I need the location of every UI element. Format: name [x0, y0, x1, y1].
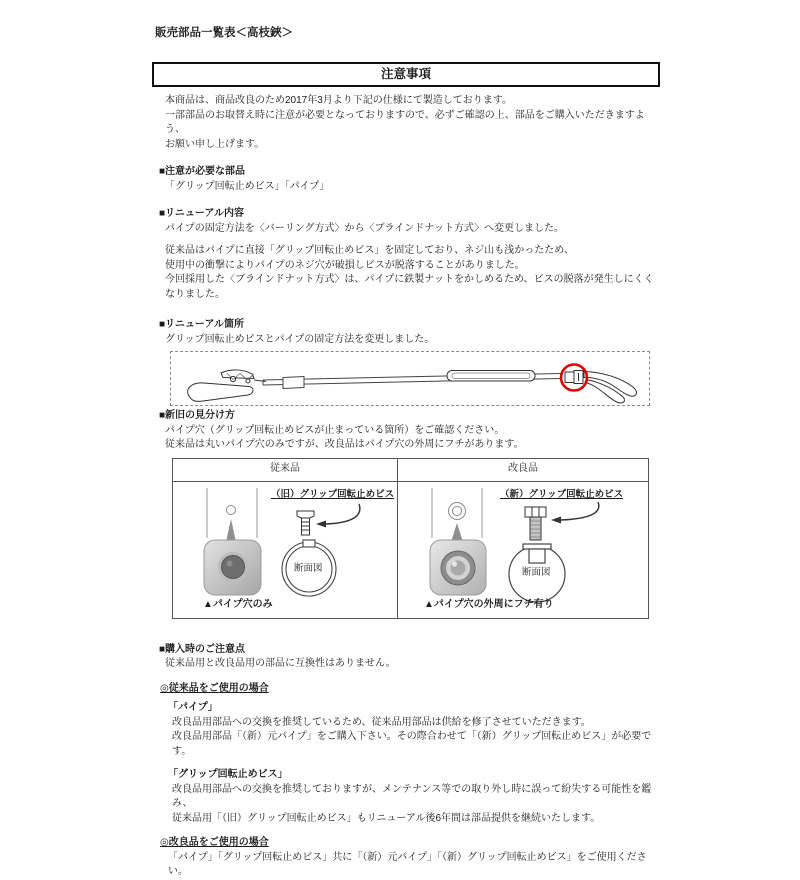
- case-new-heading: ◎改良品をご使用の場合: [160, 837, 269, 848]
- cutting-head: [188, 370, 266, 401]
- page-title: 販売部品一覧表＜高枝鋏＞: [155, 27, 293, 39]
- case-old-heading: ◎従来品をご使用の場合: [160, 682, 269, 694]
- shears-diagram: [171, 352, 649, 405]
- document-page: [152, 26, 660, 880]
- case-old-screw-name: 「グリップ回転止めビス」: [168, 769, 288, 780]
- new-pipe-hole-photo: [430, 540, 486, 595]
- case-old-pipe-line: 改良品用部品への交換を推奨しているため、従来品用部品は供給を修了させていただきます。: [172, 716, 591, 728]
- renewal-summary: パイプの固定方法を〈バーリング方式〉から〈ブラインドナット方式〉へ変更しました。: [165, 222, 564, 234]
- identify-line: 従来品は丸いパイプ穴のみですが、改良品はパイプ穴の外周にフチがあります。: [165, 439, 524, 450]
- section-heading-purchase: ■購入時のご注意点: [159, 643, 246, 655]
- conventional-product-cell: [173, 481, 398, 618]
- old-cross-section-label: 断面図: [294, 562, 323, 574]
- caution-parts-body: 「グリップ回転止めビス」「パイプ」: [165, 180, 330, 192]
- notice-header-box: [152, 62, 660, 88]
- purchase-body: 従来品用と改良品用の部品に互換性はありません。: [165, 658, 396, 669]
- section-heading-renewal: ■リニューアル内容: [159, 208, 244, 219]
- case-old-screw-line: 従来品用「（旧）グリップ回転止めビス」もリニューアル後6年間は部品提供を継続いたします。: [172, 812, 601, 824]
- new-pipe-sketch: [432, 488, 482, 542]
- comparison-table: [172, 458, 649, 619]
- old-screw-label: （旧）グリップ回転止めビス: [271, 488, 395, 500]
- notice-header-label: 注意事項: [380, 66, 431, 81]
- old-screw-drawing: [297, 511, 314, 535]
- old-pipe-sketch: [207, 488, 257, 542]
- column-header-improved: 改良品: [398, 458, 649, 481]
- old-pipe-hole-photo: [204, 540, 261, 595]
- column-header-conventional: 従来品: [173, 458, 398, 481]
- case-old-screw-line: 改良品用部品への交換を推奨しておりますが、メンテナンス等での取り外し時に誤って紛失する可能性を鑑み、: [172, 783, 652, 809]
- comparison-table-body-row: [173, 481, 649, 618]
- section-heading-caution-parts: ■注意が必要な部品: [159, 166, 246, 177]
- new-cross-section-label: 断面図: [522, 566, 551, 578]
- case-old-pipe-line: 改良品用部品「（新）元パイプ」をご購入下さい。その際合わせて「（新）グリップ回転止めビス」が必要です。: [172, 731, 652, 757]
- new-caption: ▲パイプ穴の外周にフチ有り: [424, 598, 554, 610]
- renewal-location-body: グリップ回転止めビスとパイプの固定方法を変更しました。: [165, 333, 435, 345]
- section-heading-renewal-location: ■リニューアル箇所: [159, 319, 244, 330]
- new-screw-label: （新）グリップ回転止めビス: [500, 488, 624, 500]
- old-caption: ▲パイプ穴のみ: [203, 598, 273, 610]
- new-screw-drawing: [525, 507, 546, 540]
- identify-line: パイプ穴（グリップ回転止めビスが止まっている箇所）をご確認ください。: [165, 424, 505, 436]
- case-new-body: 「パイプ」「グリップ回転止めビス」共に「（新）元パイプ」「（新）グリップ回転止めビス」をご使用ください。: [168, 851, 647, 877]
- intro-paragraph: [165, 94, 660, 152]
- foam-grip: [447, 371, 535, 382]
- old-label-arrow: [316, 504, 360, 528]
- section-heading-identify: ■新旧の見分け方: [159, 410, 236, 421]
- intro-line: 本商品は、商品改良のため2017年3月より下記の仕様にて製造しております。: [165, 95, 513, 106]
- case-old-pipe-name: 「パイプ」: [168, 702, 218, 713]
- intro-line: お願い申し上げます。: [165, 138, 265, 150]
- renewal-detail-line: 従来品はパイプに直接「グリップ回転止めビス」を固定しており、ネジ山も浅かったため、: [165, 245, 574, 256]
- shears-diagram-box: [170, 351, 650, 406]
- renewal-detail-line: 使用中の衝撃によりパイプのネジ穴が破損しビスが脱落することがありました。: [165, 259, 525, 271]
- intro-line: 一部部品のお取替え時に注意が必要となっておりますので、必ずご確認の上、部品をご購入いただきますよう、: [165, 109, 645, 135]
- grip-connector: [565, 371, 583, 384]
- comparison-table-header-row: [173, 458, 649, 481]
- rear-handle: [584, 372, 637, 404]
- new-label-arrow: [551, 502, 599, 524]
- renewal-detail-line: 今回採用した〈ブラインドナット方式〉は、パイプに鉄製ナットをかしめるため、ビスの脱落が発生しにくくなりました。: [165, 274, 654, 300]
- pole-ferrule: [283, 377, 304, 389]
- improved-product-cell: [398, 481, 649, 618]
